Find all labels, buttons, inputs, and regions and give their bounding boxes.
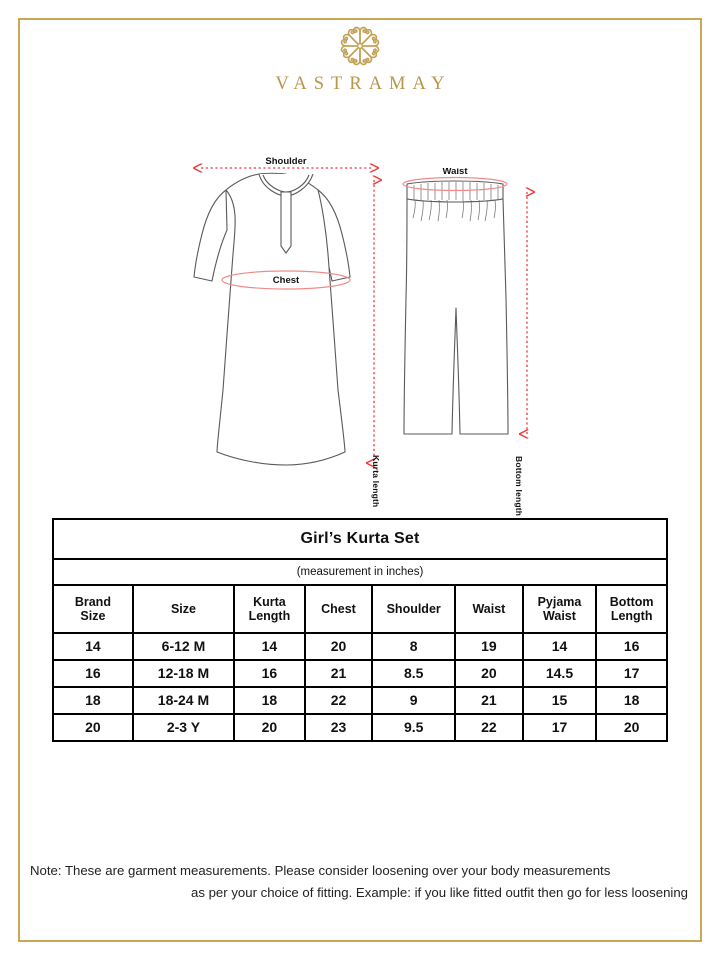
table-header-row <box>53 585 667 633</box>
kurta-length-label: Kurta length <box>371 455 381 508</box>
cell-bottom-length: 18 <box>596 687 667 714</box>
garment-illustrations <box>0 150 720 517</box>
cell-bottom-length: 17 <box>596 660 667 687</box>
table-row <box>53 714 667 741</box>
column-header-line: Size <box>170 602 196 616</box>
table-row <box>53 660 667 687</box>
column-header-line: Chest <box>321 602 356 616</box>
cell-kurta-length: 18 <box>234 687 305 714</box>
cell-waist: 22 <box>455 714 523 741</box>
cell-size: 12-18 M <box>133 660 234 687</box>
cell-brand-size: 18 <box>53 687 133 714</box>
cell-kurta-length: 16 <box>234 660 305 687</box>
column-header-line: Shoulder <box>386 602 441 616</box>
cell-kurta-length: 20 <box>234 714 305 741</box>
table-subtitle-row <box>53 559 667 585</box>
cell-pyjama-waist: 14.5 <box>523 660 597 687</box>
cell-chest: 23 <box>305 714 373 741</box>
column-header-brand-size <box>53 585 133 633</box>
column-header-kurta-length <box>234 585 305 633</box>
measurement-note <box>30 860 690 904</box>
note-line-1: Note: These are garment measurements. Please consider loosening over your body measurements <box>30 863 611 878</box>
column-header-shoulder <box>372 585 455 633</box>
cell-shoulder: 9 <box>372 687 455 714</box>
column-header-bottom-length <box>596 585 667 633</box>
girls-pyjama-outline-icon <box>390 168 545 468</box>
cell-size: 2-3 Y <box>133 714 234 741</box>
cell-chest: 21 <box>305 660 373 687</box>
bottom-length-label: Bottom length <box>514 456 524 517</box>
column-header-pyjama-waist <box>523 585 597 633</box>
cell-brand-size: 20 <box>53 714 133 741</box>
cell-brand-size: 16 <box>53 660 133 687</box>
cell-brand-size: 14 <box>53 633 133 660</box>
column-header-line: Brand <box>74 595 111 609</box>
cell-shoulder: 8 <box>372 633 455 660</box>
size-chart-table <box>52 518 668 742</box>
cell-bottom-length: 20 <box>596 714 667 741</box>
cell-waist: 19 <box>455 633 523 660</box>
chest-label: Chest <box>272 275 300 286</box>
column-header-line: Size <box>80 609 106 623</box>
column-header-line: Kurta <box>253 595 286 609</box>
ornamental-star-icon <box>331 22 389 70</box>
column-header-waist <box>455 585 523 633</box>
cell-pyjama-waist: 17 <box>523 714 597 741</box>
column-header-chest <box>305 585 373 633</box>
column-header-line: Pyjama <box>537 595 582 609</box>
column-header-line: Waist <box>543 609 576 623</box>
brand-name: VASTRAMAY <box>275 74 452 94</box>
cell-shoulder: 9.5 <box>372 714 455 741</box>
cell-shoulder: 8.5 <box>372 660 455 687</box>
brand-header <box>0 22 720 95</box>
table-subtitle: (measurement in inches) <box>53 559 667 585</box>
column-header-line: Bottom <box>609 595 654 609</box>
table-title-row <box>53 519 667 559</box>
cell-chest: 20 <box>305 633 373 660</box>
column-header-line: Waist <box>472 602 506 616</box>
cell-waist: 20 <box>455 660 523 687</box>
cell-kurta-length: 14 <box>234 633 305 660</box>
shoulder-label: Shoulder <box>265 156 307 167</box>
cell-chest: 22 <box>305 687 373 714</box>
cell-pyjama-waist: 14 <box>523 633 597 660</box>
waist-label: Waist <box>442 168 468 177</box>
size-chart-table-wrapper <box>52 518 668 742</box>
table-row <box>53 633 667 660</box>
cell-size: 6-12 M <box>133 633 234 660</box>
cell-bottom-length: 16 <box>596 633 667 660</box>
cell-size: 18-24 M <box>133 687 234 714</box>
column-header-line: Length <box>248 609 291 623</box>
table-row <box>53 687 667 714</box>
cell-waist: 21 <box>455 687 523 714</box>
column-header-size <box>133 585 234 633</box>
cell-pyjama-waist: 15 <box>523 687 597 714</box>
column-header-line: Length <box>610 609 653 623</box>
note-line-2: as per your choice of fitting. Example: if you like fitted outfit then go for less loosening <box>191 885 688 900</box>
table-title: Girl’s Kurta Set <box>53 519 667 559</box>
girls-kurta-outline-icon <box>185 150 395 480</box>
